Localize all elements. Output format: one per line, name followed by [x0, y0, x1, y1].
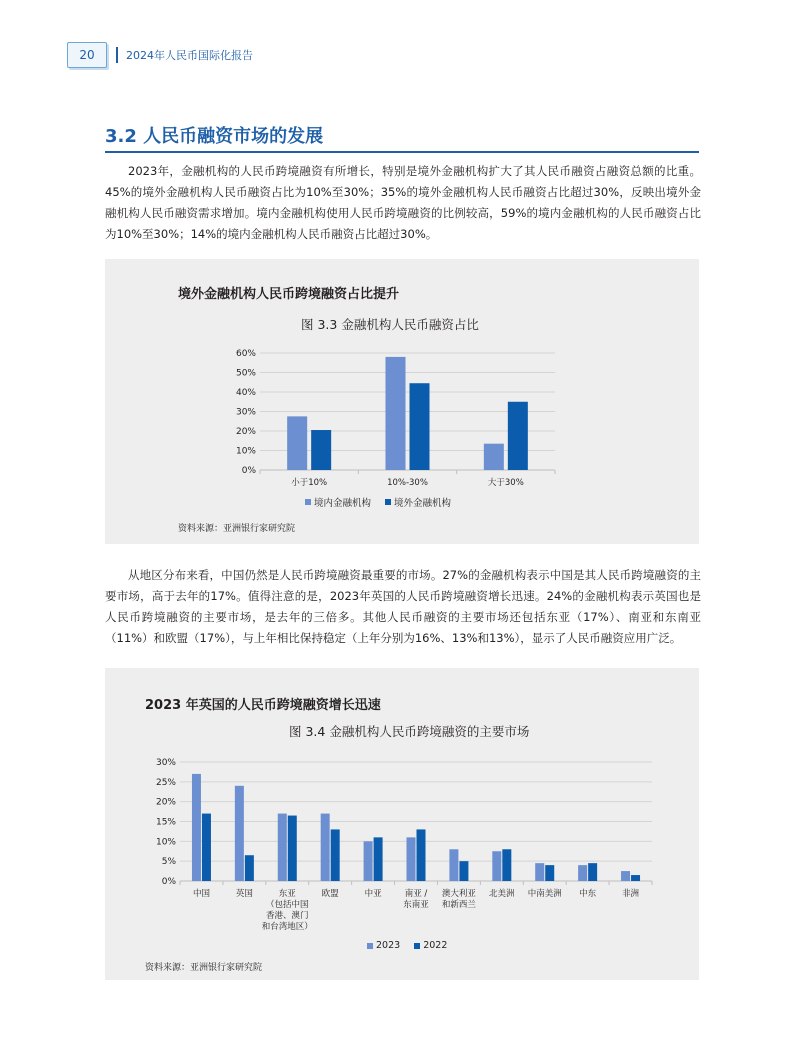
legend-item [385, 495, 451, 509]
bar-2023-9 [578, 865, 587, 881]
bar-2023-5 [407, 837, 416, 881]
x-category-label: 小于10% [291, 478, 328, 488]
x-category-label: 中东 [579, 889, 597, 899]
header-divider [116, 47, 118, 63]
legend-label: 2022 [423, 940, 448, 951]
y-tick-label: 0% [161, 877, 176, 887]
legend-label: 2023 [376, 940, 401, 951]
bar-2022-1 [245, 855, 254, 881]
bar-2022-0 [202, 814, 211, 881]
legend-label: 境外金融机构 [394, 498, 452, 509]
bar-境外金融机构-2 [508, 402, 528, 470]
bar-2023-4 [364, 841, 373, 881]
report-title: 2024年人民币国际化报告 [126, 49, 253, 62]
bar-2022-6 [459, 861, 468, 881]
x-category-label: 北美洲 [489, 889, 515, 899]
bar-2023-7 [492, 851, 501, 881]
bar-2023-3 [321, 814, 330, 881]
legend-3-4 [367, 940, 447, 951]
x-category-label: 非洲 [622, 889, 640, 899]
bar-境外金融机构-0 [311, 430, 331, 470]
figure-title-3-4: 图 3.4 金融机构人民币跨境融资的主要市场 [289, 724, 530, 739]
chart-panel-1 [105, 259, 699, 544]
chart-panel-2 [105, 668, 699, 980]
y-tick-label: 25% [155, 777, 176, 788]
bar-2022-9 [588, 863, 597, 881]
x-category-label: 中亚 [364, 889, 382, 899]
paragraph-2: 从地区分布来看，中国仍然是人民币跨境融资最重要的市场。27%的金融机构表示中国是其人民币跨境融资的主要市场，高于去年的17%。值得注意的是，2023年英国的人民币跨境融资增长迅速。24%的金融机构表示英国也是人民币跨境融资的主要市场，是去年的三倍多。其他人民币融资的主要市场还包括东亚（17%）、南亚和东南亚（11%）和欧盟（17%），与上年相比保持稳定（上年分别为16%、13%和13%），显示了人民币融资应用广泛。 [105, 568, 701, 645]
y-tick-label: 5% [161, 857, 176, 868]
y-tick-label: 20% [155, 797, 176, 808]
page-number: 20 [67, 42, 107, 68]
bar-2023-1 [235, 786, 244, 881]
bar-2022-5 [417, 829, 426, 881]
bar-境内金融机构-0 [287, 416, 307, 470]
x-category-label: 南亚 / [404, 889, 428, 899]
bar-2023-8 [535, 863, 544, 881]
chart-3-4 [105, 668, 699, 980]
bar-2022-4 [374, 837, 383, 881]
x-category-label: （包括中国 [266, 900, 309, 910]
bar-2022-10 [631, 875, 640, 881]
x-category-label: 和台湾地区） [261, 922, 313, 932]
bar-2023-10 [621, 871, 630, 881]
x-category-label: 10%-30% [387, 478, 428, 488]
y-tick-label: 50% [235, 368, 256, 379]
paragraph-1: 2023年，金融机构的人民币跨境融资有所增长，特别是境外金融机构扩大了其人民币融资占融资总额的比重。45%的境外金融机构人民币融资占比为10%至30%；35%的境外金融机构人民币融资占比超过30%，反映出境外金融机构人民币融资需求增加。境内金融机构使用人民币跨境融资的比例较高，59%的境内金融机构的人民币融资占比为10%至30%；14%的境内金融机构人民币融资占比超过30%。 [105, 164, 701, 241]
x-category-label: 东亚 [278, 889, 296, 899]
figure-title-3-3: 图 3.3 金融机构人民币融资占比 [301, 317, 479, 332]
legend-swatch [367, 943, 373, 949]
legend-swatch [385, 499, 391, 505]
x-category-label: 和新西兰 [441, 900, 476, 910]
bar-2022-3 [331, 829, 340, 881]
x-category-label: 东南亚 [403, 900, 429, 910]
x-category-label: 澳大利亚 [441, 889, 476, 899]
y-tick-label: 10% [235, 446, 256, 457]
source-note-1: 资料来源：亚洲银行家研究院 [178, 524, 296, 534]
y-tick-label: 30% [235, 407, 256, 418]
bar-2022-7 [502, 849, 511, 881]
y-tick-label: 0% [241, 466, 256, 476]
bar-2022-8 [545, 865, 554, 881]
y-tick-label: 30% [155, 758, 176, 768]
y-tick-label: 10% [155, 837, 176, 848]
legend-item [305, 495, 371, 509]
y-tick-label: 15% [155, 817, 176, 828]
y-tick-label: 60% [235, 349, 256, 359]
bar-2023-2 [278, 814, 287, 881]
bar-2023-0 [192, 774, 201, 881]
bar-2023-6 [449, 849, 458, 881]
x-category-label: 欧盟 [321, 889, 339, 899]
legend-item [367, 940, 400, 951]
bar-2022-2 [288, 816, 297, 881]
panel-heading-1: 境外金融机构人民币跨境融资占比提升 [178, 287, 400, 302]
legend-item [414, 940, 447, 951]
x-category-label: 大于30% [487, 478, 524, 488]
bar-境内金融机构-2 [484, 444, 504, 470]
y-tick-label: 40% [235, 388, 256, 398]
legend-swatch [305, 499, 311, 505]
bar-境内金融机构-1 [386, 357, 406, 470]
legend-3-3 [305, 495, 451, 509]
x-category-label: 英国 [235, 889, 253, 899]
x-category-label: 香港、澳门 [266, 911, 309, 921]
legend-label: 境内金融机构 [314, 498, 372, 509]
x-category-label: 中国 [192, 889, 210, 899]
legend-swatch [414, 943, 420, 949]
bar-境外金融机构-1 [410, 383, 430, 470]
section-title: 3.2 人民币融资市场的发展 [105, 126, 324, 147]
section-rule [105, 151, 699, 153]
x-category-label: 中南美洲 [527, 889, 562, 899]
panel-heading-2: 2023 年英国的人民币跨境融资增长迅速 [145, 698, 381, 713]
source-note-2: 资料来源：亚洲银行家研究院 [145, 963, 263, 973]
y-tick-label: 20% [235, 427, 256, 437]
